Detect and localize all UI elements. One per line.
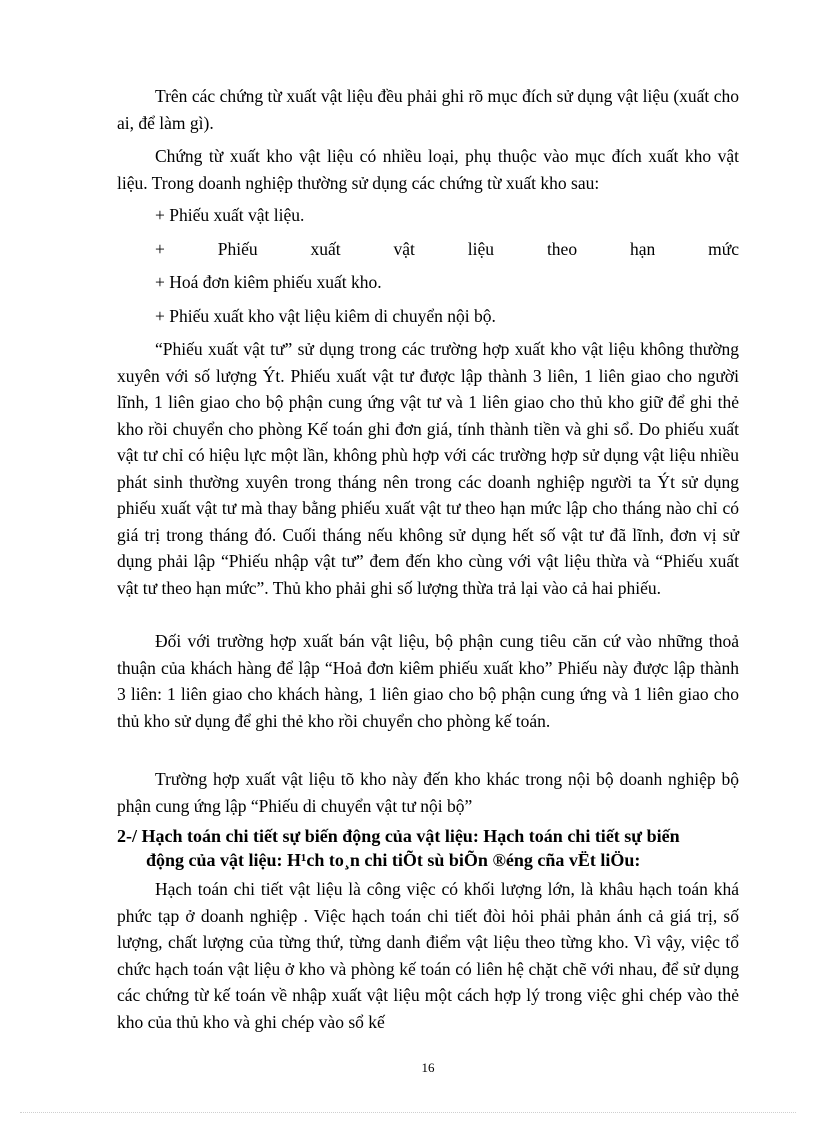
paragraph-6: Hạch toán chi tiết vật liệu là công việc có khối lượng lớn, là khâu hạch toán khá phức tạp ở doanh nghiệp . Việc hạch toán chi tiết đòi hỏi phải phản ánh cả giá trị, số lượng, chất lượng của từng thứ, từng danh điểm vật liệu theo từng kho. Vì vậy, việc tổ chức hạch toán vật liệu ở kho và phòng kế toán có liên hệ chặt chẽ với nhau, để sử dụng các chứng từ kế toán về nhập xuất vật liệu một cách hợp lý trong việc ghi chép vào thẻ kho của thủ kho và ghi chép vào sổ kế bbox=[117, 879, 739, 1032]
section-heading-line-1: 2-/ Hạch toán chi tiết sự biến động của vật liệu: Hạch toán chi tiết sự biến bbox=[117, 826, 680, 846]
paragraph-1: Trên các chứng từ xuất vật liệu đều phải ghi rõ mục đích sử dụng vật liệu (xuất cho ai, để làm gì). bbox=[117, 86, 739, 133]
paragraph-2: Chứng từ xuất kho vật liệu có nhiều loại, phụ thuộc vào mục đích xuất kho vật liệu. Trong doanh nghiệp thường sử dụng các chứng từ xuất kho sau: bbox=[117, 146, 739, 193]
bullet-2: + Phiếu xuất vật liệu theo hạn mức bbox=[155, 239, 739, 259]
bullet-1: + Phiếu xuất vật liệu. bbox=[155, 205, 305, 225]
page-border-divider bbox=[20, 1112, 796, 1113]
section-heading bbox=[117, 824, 777, 872]
paragraph-5: Trường hợp xuất vật liệu tõ kho này đến kho khác trong nội bộ doanh nghiệp bộ phận cung ứng lập “Phiếu di chuyển vật tư nội bộ” bbox=[117, 769, 739, 816]
paragraph-4: Đối với trường hợp xuất bán vật liệu, bộ phận cung tiêu căn cứ vào những thoả thuận của khách hàng để lập “Hoả đơn kiêm phiếu xuất kho” Phiếu này được lập thành 3 liên: 1 liên giao cho khách hàng, 1 liên giao cho bộ phận cung ứng và 1 liên giao cho thủ kho sử dụng để ghi thẻ kho rồi chuyển cho phòng kế toán. bbox=[117, 631, 739, 731]
page-number: 16 bbox=[421, 1060, 435, 1075]
bullet-4: + Phiếu xuất kho vật liệu kiêm di chuyển nội bộ. bbox=[155, 306, 496, 326]
bullet-3: + Hoá đơn kiêm phiếu xuất kho. bbox=[155, 272, 382, 292]
paragraph-3: “Phiếu xuất vật tư” sử dụng trong các trường hợp xuất kho vật liệu không thường xuyên với số lượng Ýt. Phiếu xuất vật tư được lập thành 3 liên, 1 liên giao cho người lĩnh, 1 liên giao cho bộ phận cung ứng vật tư và 1 liên giao cho thủ kho giữ để ghi thẻ kho rồi chuyển cho phòng Kế toán ghi đơn giá, tính thành tiền và ghi sổ. Do phiếu xuất vật tư chỉ có hiệu lực một lần, không phù hợp với các trường hợp sử dụng vật liệu nhiều phát sinh thường xuyên trong tháng nên trong các doanh nghiệp người ta Ýt sử dụng phiếu xuất vật tư mà thay bằng phiếu xuất vật tư theo hạn mức lập cho tháng nào chỉ có giá trị trong tháng đó. Cuối tháng nếu không sử dụng hết số vật tư đã lĩnh, đơn vị sử dụng phải lập “Phiếu nhập vật tư” đem đến kho cùng với vật liệu thừa và “Phiếu xuất vật tư theo hạn mức”. Thủ kho phải ghi số lượng thừa trả lại vào cả hai phiếu. bbox=[117, 339, 739, 598]
section-heading-line-2: động của vật liệu: H¹ch to¸n chi tiÕt sù biÕn ®éng cña vËt liÖu: bbox=[146, 850, 641, 870]
